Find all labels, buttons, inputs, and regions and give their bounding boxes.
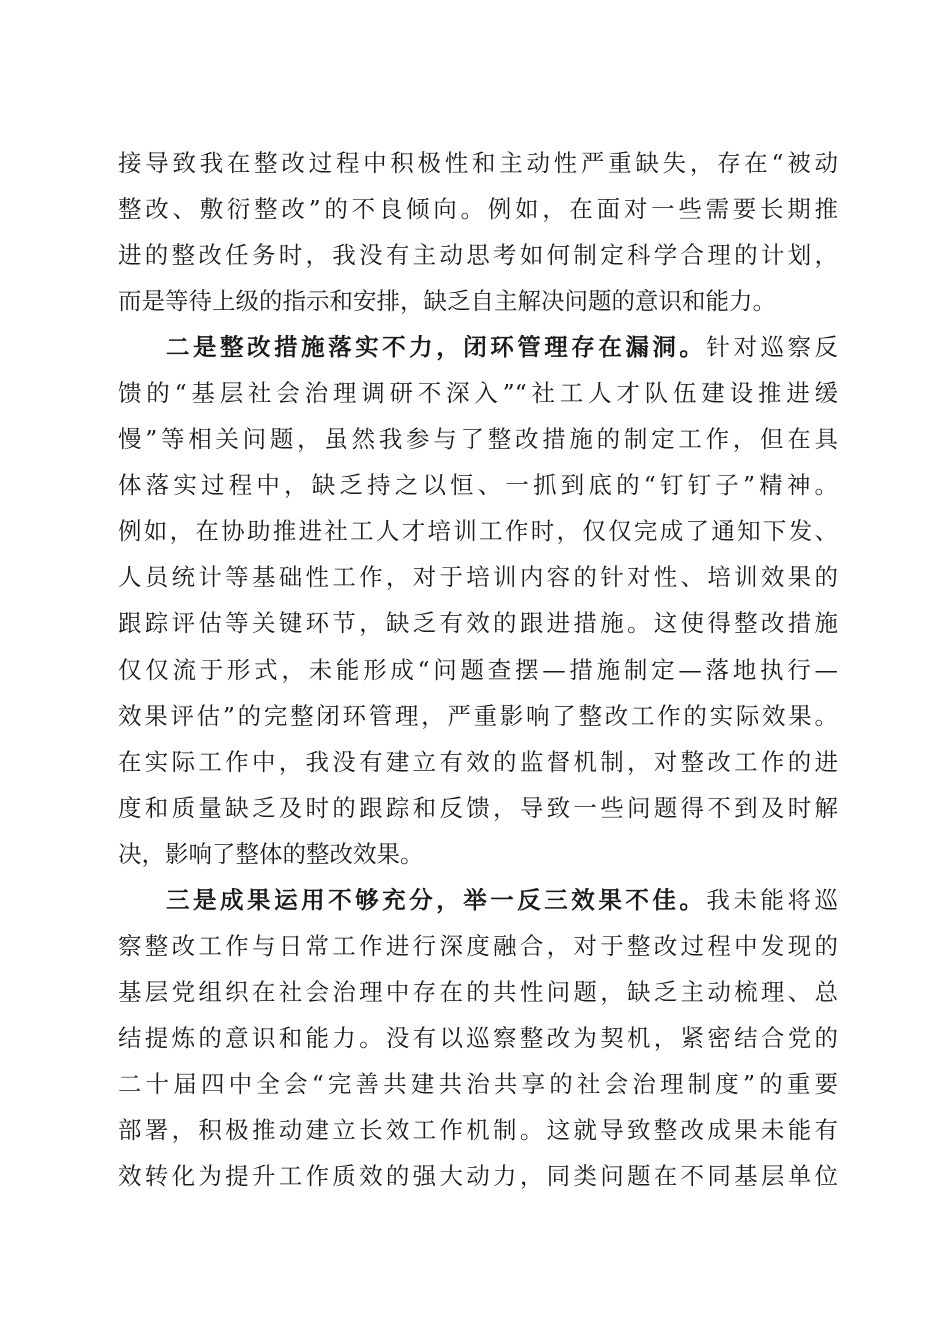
text-line: 决，影响了整体的整改效果。 xyxy=(118,839,424,868)
text-line: 察整改工作与日常工作进行深度融合，对于整改过程中发现的 xyxy=(118,931,838,960)
text-line: 部署，积极推动建立长效工作机制。这就导致整改成果未能有 xyxy=(118,1115,838,1144)
text-line: 整改、敷衍整改”的不良倾向。例如，在面对一些需要长期推 xyxy=(118,195,838,224)
text-line: 慢”等相关问题，虽然我参与了整改措施的制定工作，但在具 xyxy=(118,425,838,454)
text-line: 人员统计等基础性工作，对于培训内容的针对性、培训效果的 xyxy=(118,563,838,592)
text-line: 结提炼的意识和能力。没有以巡察整改为契机，紧密结合党的 xyxy=(118,1023,838,1052)
text-line: 二十届四中全会“完善共建共治共享的社会治理制度”的重要 xyxy=(118,1069,838,1098)
text-line: 效果评估”的完整闭环管理，严重影响了整改工作的实际效果。 xyxy=(118,701,838,730)
text-line: 接导致我在整改过程中积极性和主动性严重缺失，存在“被动 xyxy=(118,149,838,177)
paragraph-heading: 三是成果运用不够充分，举一反三效果不佳。 xyxy=(166,885,707,914)
text-line: 仅仅流于形式，未能形成“问题查摆—措施制定—落地执行— xyxy=(118,655,838,684)
text-line: 效转化为提升工作质效的强大动力，同类问题在不同基层单位 xyxy=(118,1162,838,1191)
text-line: 而是等待上级的指示和安排，缺乏自主解决问题的意识和能力。 xyxy=(118,287,776,316)
paragraph-heading: 二是整改措施落实不力，闭环管理存在漏洞。 xyxy=(166,333,707,362)
text-line: 跟踪评估等关键环节，缺乏有效的跟进措施。这使得整改措施 xyxy=(118,609,838,638)
text-line: 例如，在协助推进社工人才培训工作时，仅仅完成了通知下发、 xyxy=(118,517,838,546)
text-line: 在实际工作中，我没有建立有效的监督机制，对整改工作的进 xyxy=(118,747,838,776)
text-line: 馈的“基层社会治理调研不深入”“社工人才队伍建设推进缓 xyxy=(118,379,838,408)
text-line: 基层党组织在社会治理中存在的共性问题，缺乏主动梳理、总 xyxy=(118,977,838,1006)
text-line xyxy=(118,877,838,923)
paragraph-3 xyxy=(118,877,838,1199)
paragraph-2 xyxy=(118,324,838,877)
text-segment: 我未能将巡 xyxy=(706,885,838,914)
text-line: 进的整改任务时，我没有主动思考如何制定科学合理的计划， xyxy=(118,241,838,270)
text-line xyxy=(118,324,838,370)
text-line: 度和质量缺乏及时的跟踪和反馈，导致一些问题得不到及时解 xyxy=(118,793,838,822)
document-body xyxy=(118,140,838,1199)
text-segment: 针对巡察反 xyxy=(706,333,838,362)
text-line: 体落实过程中，缺乏持之以恒、一抓到底的“钉钉子”精神。 xyxy=(118,471,838,500)
paragraph-1 xyxy=(118,140,838,324)
